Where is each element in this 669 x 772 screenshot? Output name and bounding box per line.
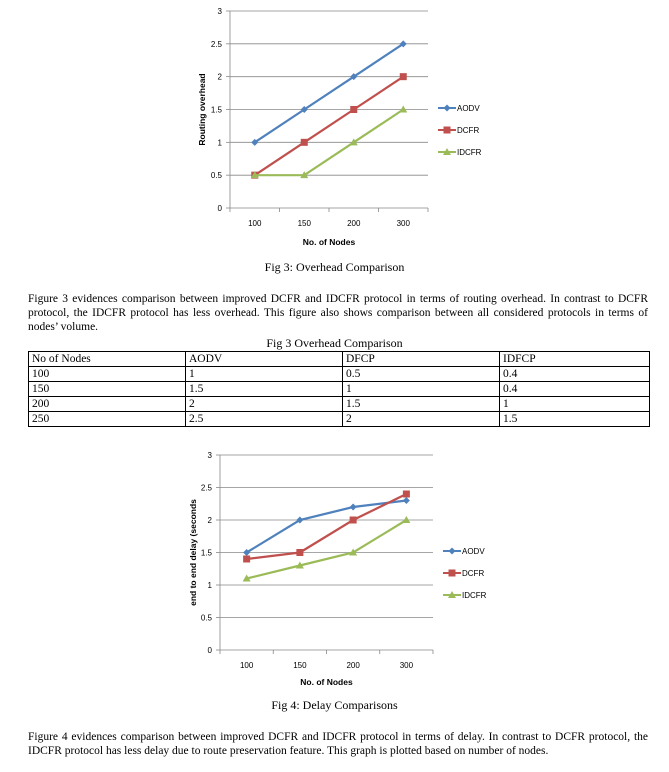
series-idcfr <box>243 516 411 582</box>
y-axis-title: Routing overhead <box>197 73 207 146</box>
series-line <box>247 520 407 579</box>
y-tick-label: 0.5 <box>200 613 212 623</box>
x-axis-title: No. of Nodes <box>302 237 356 247</box>
table-header-cell: No of Nodes <box>29 352 186 367</box>
x-tick-label: 200 <box>347 219 361 228</box>
x-tick-label: 150 <box>297 219 311 228</box>
y-tick-label: 2 <box>207 516 212 525</box>
legend-label: AODV <box>462 547 485 556</box>
y-axis-title: end to end delay (seconds <box>188 499 198 606</box>
table-header-cell: DFCP <box>343 352 500 367</box>
data-point <box>296 549 303 556</box>
data-point <box>350 517 357 524</box>
data-point <box>243 556 250 563</box>
x-tick-label: 200 <box>346 661 360 670</box>
table-cell: 100 <box>29 367 186 382</box>
y-tick-label: 0.5 <box>210 171 222 181</box>
legend-marker <box>449 548 456 555</box>
y-tick-label: 1 <box>207 581 212 590</box>
legend-label: AODV <box>457 104 480 113</box>
table-header-cell: IDFCP <box>500 352 650 367</box>
table-cell: 1 <box>186 367 343 382</box>
fig4-caption: Fig 4: Delay Comparisons <box>271 698 398 712</box>
y-tick-label: 2.5 <box>200 483 212 493</box>
data-point <box>403 491 410 498</box>
y-tick-label: 3 <box>217 7 222 16</box>
table-cell: 200 <box>29 397 186 412</box>
y-tick-label: 0 <box>217 204 222 213</box>
legend-label: IDCFR <box>462 591 487 600</box>
table-cell: 2.5 <box>186 412 343 427</box>
series-line <box>247 501 407 553</box>
table-cell: 0.4 <box>500 367 650 382</box>
fig3-caption: Fig 3: Overhead Comparison <box>264 260 405 274</box>
legend-item <box>443 591 487 600</box>
table-cell: 2 <box>343 412 500 427</box>
table-cell: 0.5 <box>343 367 500 382</box>
legend-item <box>443 547 485 556</box>
data-point <box>402 516 410 523</box>
x-tick-label: 150 <box>293 661 307 670</box>
table-header-cell: AODV <box>186 352 343 367</box>
data-point <box>403 497 410 504</box>
y-tick-label: 1.5 <box>200 548 212 558</box>
table-cell: 1.5 <box>500 412 650 427</box>
table-cell: 2 <box>186 397 343 412</box>
y-tick-label: 0 <box>207 646 212 655</box>
x-tick-label: 300 <box>396 219 410 228</box>
y-tick-label: 2.5 <box>210 39 222 49</box>
table-title: Fig 3 Overhead Comparison <box>266 336 403 350</box>
x-tick-label: 100 <box>248 219 262 228</box>
x-axis-title: No. of Nodes <box>300 677 353 687</box>
table-cell: 1 <box>343 382 500 397</box>
y-tick-label: 1.5 <box>210 105 222 115</box>
table-cell: 1.5 <box>186 382 343 397</box>
x-tick-label: 300 <box>399 661 414 670</box>
y-tick-label: 3 <box>207 451 212 460</box>
data-point <box>350 504 357 511</box>
x-tick-label: 100 <box>239 661 254 670</box>
table-cell: 1 <box>500 397 650 412</box>
series-aodv <box>243 497 410 556</box>
legend-item <box>443 569 484 578</box>
table-cell: 1.5 <box>343 397 500 412</box>
legend-label: DCFR <box>462 569 485 578</box>
table-cell: 250 <box>29 412 186 427</box>
y-tick-label: 1 <box>217 138 222 148</box>
paragraph-fig4: Figure 4 evidences comparison between improved DCFR and IDCFR protocol in terms of delay. In contrast to DCFR protocol, the IDCFR protocol has less delay due to route preservation feature. This graph is plotted based on number of nodes. <box>28 731 648 757</box>
series-dcfr <box>243 491 410 563</box>
table-cell: 0.4 <box>500 382 650 397</box>
legend-marker <box>449 570 456 577</box>
legend-label: IDCFR <box>457 148 482 157</box>
table-cell: 150 <box>29 382 186 397</box>
y-tick-label: 2 <box>217 72 222 82</box>
legend-label: DCFR <box>457 126 480 135</box>
paragraph-fig3: Figure 3 evidences comparison between improved DCFR and IDCFR protocol in terms of routing overhead. In contrast to DCFR protocol, the IDCFR protocol has less overhead. This figure also shows comparison between all considered protocols in terms of nodes’ volume. <box>28 293 648 333</box>
